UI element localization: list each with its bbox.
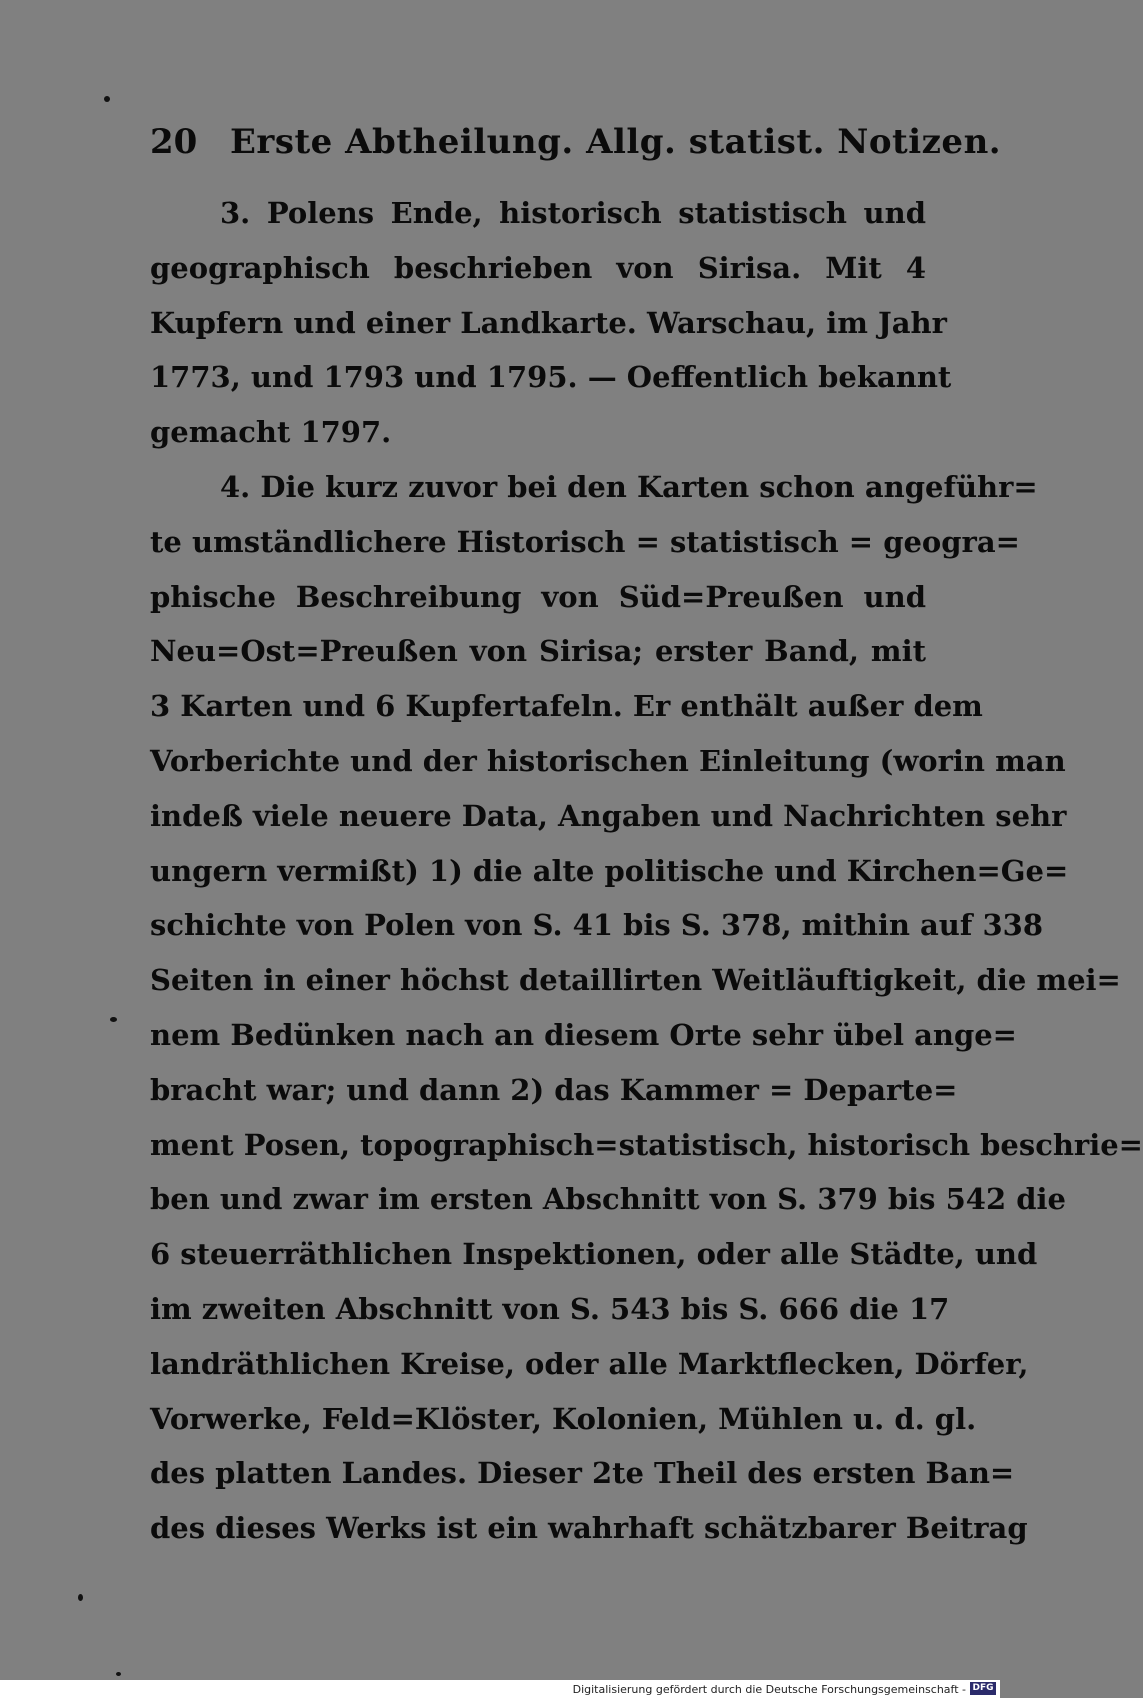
text-line: te umständlichere Historisch = statistisch = geogra= — [150, 524, 1020, 559]
text-line: 6 steuerräthlichen Inspektionen, oder alle Städte, und — [150, 1237, 1038, 1272]
text-line: Vorberichte und der historischen Einleitung (worin man — [150, 743, 1066, 778]
text-line: Seiten in einer höchst detaillirten Weitläuftigkeit, die mei= — [150, 963, 1121, 998]
text-line: phische Beschreibung von Süd=Preußen und — [150, 579, 926, 614]
text-line: 1773, und 1793 und 1795. — Oeffentlich bekannt — [150, 360, 952, 395]
text-line: indeß viele neuere Data, Angaben und Nachrichten sehr — [150, 798, 1067, 833]
text-line: bracht war; und dann 2) das Kammer = Departe= — [150, 1072, 958, 1107]
scan-speck — [116, 1672, 121, 1676]
text-line: ment Posen, topographisch=statistisch, historisch beschrie= — [150, 1127, 1143, 1162]
scan-speck — [78, 1594, 83, 1601]
page-number: 20 — [150, 122, 198, 162]
dfg-logo: DFG — [970, 1682, 996, 1695]
text-line: 3 Karten und 6 Kupfertafeln. Er enthält außer dem — [150, 689, 983, 724]
text-line: Kupfern und einer Landkarte. Warschau, im Jahr — [150, 305, 947, 340]
text-line: schichte von Polen von S. 41 bis S. 378, mithin auf 338 — [150, 908, 1043, 943]
text-line: Vorwerke, Feld=Klöster, Kolonien, Mühlen u. d. gl. — [150, 1401, 977, 1436]
page-header — [150, 122, 1002, 170]
body-text — [150, 186, 1143, 1556]
text-line: ungern vermißt) 1) die alte politische und Kirchen=Ge= — [150, 853, 1069, 888]
text-line: ben und zwar im ersten Abschnitt von S. 379 bis 542 die — [150, 1182, 1066, 1217]
text-line: landräthlichen Kreise, oder alle Marktflecken, Dörfer, — [150, 1346, 1029, 1381]
text-line: 4. Die kurz zuvor bei den Karten schon angeführ= — [220, 469, 1038, 504]
text-line: des dieses Werks ist ein wahrhaft schätzbarer Beitrag — [150, 1511, 1028, 1546]
text-line: gemacht 1797. — [150, 415, 392, 450]
digitization-credit: Digitalisierung gefördert durch die Deutsche Forschungsgemeinschaft - — [572, 1683, 966, 1696]
text-line: im zweiten Abschnitt von S. 543 bis S. 666 die 17 — [150, 1291, 950, 1326]
text-line: des platten Landes. Dieser 2te Theil des ersten Ban= — [150, 1456, 1015, 1491]
running-title: Erste Abtheilung. Allg. statist. Notizen. — [230, 122, 1002, 162]
scan-speck — [110, 1017, 117, 1022]
text-line: 3. Polens Ende, historisch statistisch und — [220, 196, 926, 230]
text-line: Neu=Ost=Preußen von Sirisa; erster Band, mit — [150, 634, 926, 669]
paragraph-3 — [150, 186, 952, 460]
paragraph-4 — [150, 460, 1143, 1556]
scan-speck — [104, 96, 110, 102]
text-line: nem Bedünken nach an diesem Orte sehr übel ange= — [150, 1017, 1017, 1052]
text-line: geographisch beschrieben von Sirisa. Mit 4 — [150, 250, 926, 285]
